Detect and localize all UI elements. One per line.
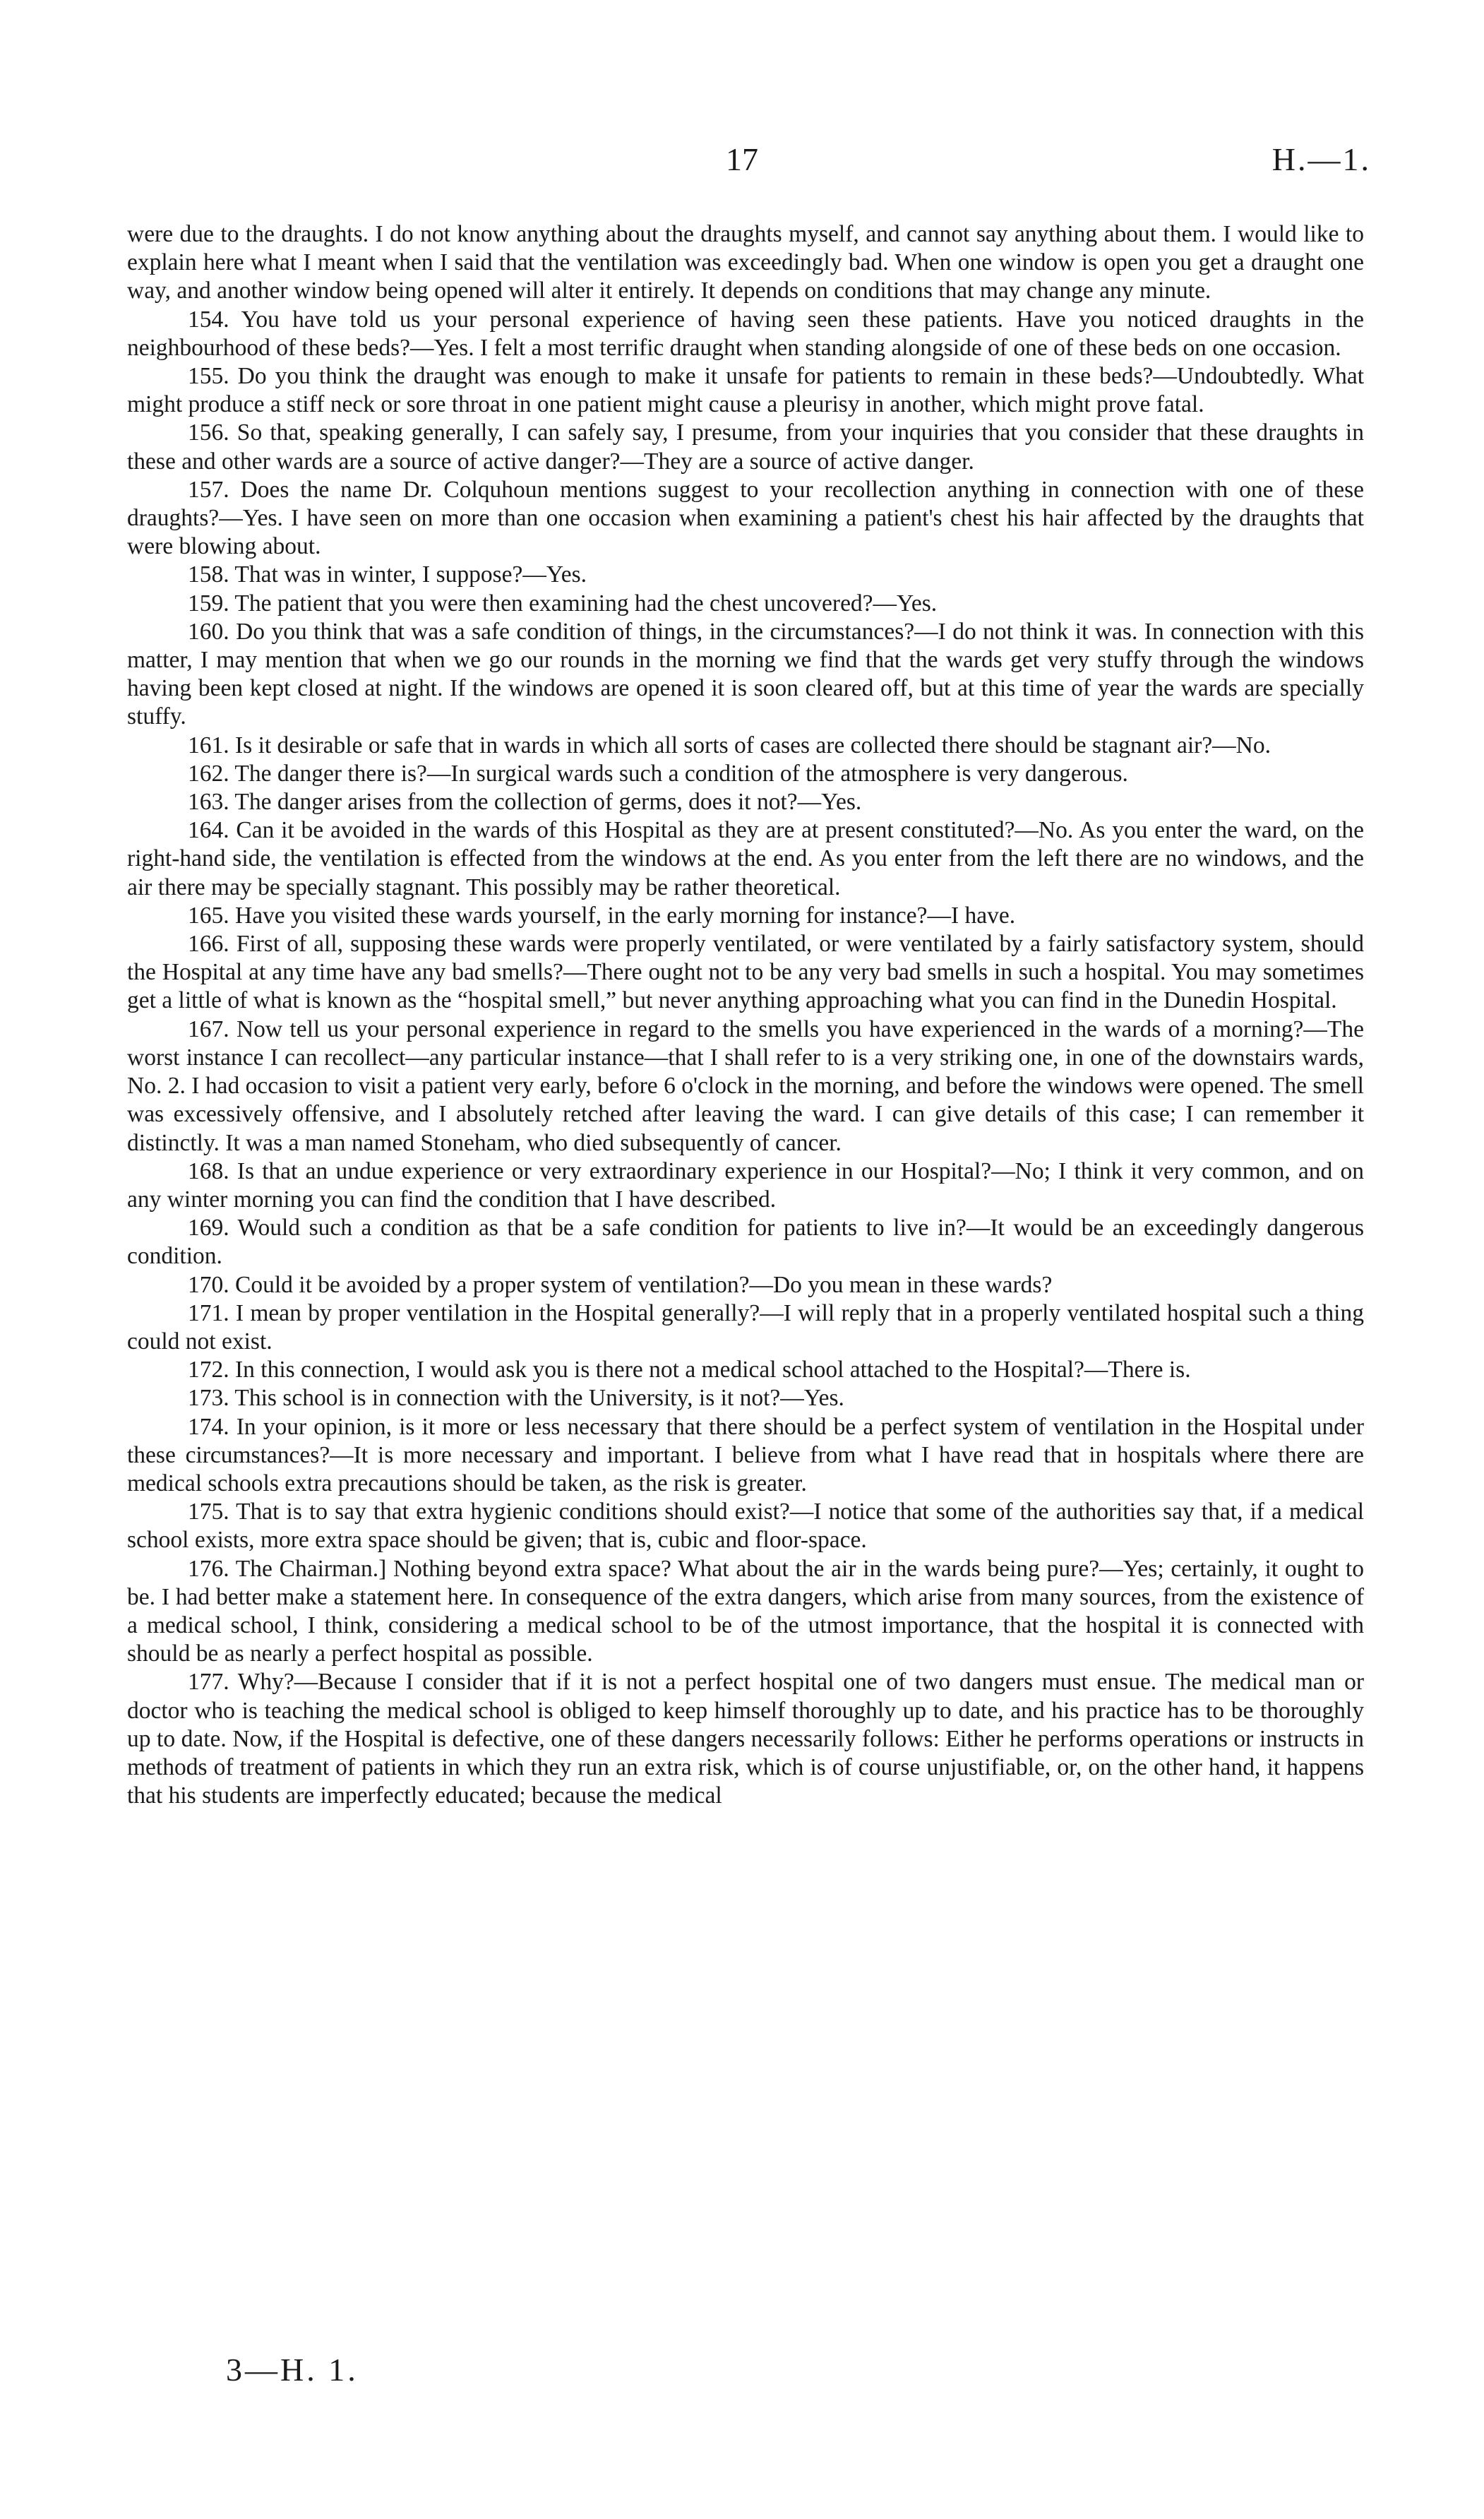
paragraph-156: 156. So that, speaking generally, I can safely say, I presume, from your inquiries that you consider that these draughts in these and other wards are a source of active danger?—They are a source of active danger. [127,419,1364,475]
paragraph-170: 170. Could it be avoided by a proper system of ventilation?—Do you mean in these wards? [188,1271,1053,1298]
page-number: 17 [726,141,758,177]
paragraph-168: 168. Is that an undue experience or very extraordinary experience in our Hospital?—No; I think it very common, and on any winter morning you can find the condition that I have described. [127,1157,1364,1213]
paragraph-169: 169. Would such a condition as that be a safe condition for patients to live in?—It would be an exceedingly dangerous condition. [127,1215,1364,1270]
document-reference: H.—1. [1271,141,1371,177]
paragraph-176: 176. The Chairman.] Nothing beyond extra space? What about the air in the wards being pure?—Yes; certainly, it ought to be. I had better make a statement here. In consequence of the extra dangers, which arise from many sources, from the existence of a medical school, I think, considering a medical school to be of the utmost importance, that the hospital it is connected with should be as nearly a perfect hospital as possible. [127,1555,1364,1667]
signature-mark: 3—H. 1. [226,2352,359,2388]
paragraph-161: 161. Is it desirable or safe that in wards in which all sorts of cases are collected there should be stagnant air?—No. [188,732,1271,758]
paragraph-173: 173. This school is in connection with the University, is it not?—Yes. [188,1385,844,1412]
paragraph-167: 167. Now tell us your personal experience in regard to the smells you have experienced in the wards of a morning?—The worst instance I can recollect—any particular instance—that I shall refer to is a very striking one, in one of the downstairs wards, No. 2. I had occasion to visit a patient very early, before 6 o'clock in the morning, and before the windows were opened. The smell was excessively offensive, and I absolutely retched after leaving the ward. I can give details of this case; I can remember it distinctly. It was a man named Stoneham, who died subsequently of cancer. [127,1016,1364,1156]
paragraph-177: 177. Why?—Because I consider that if it is not a perfect hospital one of two dangers must ensue. The medical man or doctor who is teaching the medical school is obliged to keep himself thoroughly up to date, and his practice has to be thoroughly up to date. Now, if the Hospital is defective, one of these dangers necessarily follows: Either he performs operations or instructs in methods of treatment of patients in which they run an extra risk, which is of course unjustifiable, or, on the other hand, it happens that his students are imperfectly educated; because the medical [127,1669,1364,1809]
paragraph-159: 159. The patient that you were then examining had the chest uncovered?—Yes. [188,590,938,617]
paragraph-172: 172. In this connection, I would ask you is there not a medical school attached to the Hospital?—There is. [188,1357,1191,1383]
paragraph-157: 157. Does the name Dr. Colquhoun mentions suggest to your recollection anything in connection with one of these draughts?—Yes. I have seen on more than one occasion when examining a patient's chest his hair affected by the draughts that were blowing about. [127,476,1364,560]
paragraph-164: 164. Can it be avoided in the wards of this Hospital as they are at present constituted?—No. As you enter the ward, on the right-hand side, the ventilation is effected from the windows at the end. As you enter from the left there are no windows, and the air there may be specially stagnant. This possibly may be rather theoretical. [127,817,1364,900]
body-text [127,220,1364,1810]
paragraph-154: 154. You have told us your personal experience of having seen these patients. Have you noticed draughts in the neighbourhood of these beds?—Yes. I felt a most terrific draught when standing alongside of one of these beds on one occasion. [127,306,1364,361]
paragraph-163: 163. The danger arises from the collection of germs, does it not?—Yes. [188,789,862,816]
paragraph-155: 155. Do you think the draught was enough to make it unsafe for patients to remain in these beds?—Undoubtedly. What might produce a stiff neck or sore throat in one patient might cause a pleurisy in another, which might prove fatal. [127,363,1364,418]
paragraph-165: 165. Have you visited these wards yourself, in the early morning for instance?—I have. [188,902,1016,929]
paragraph-171: 171. I mean by proper ventilation in the Hospital generally?—I will reply that in a properly ventilated hospital such a thing could not exist. [127,1299,1364,1354]
paragraph-174: 174. In your opinion, is it more or less necessary that there should be a perfect system of ventilation in the Hospital under these circumstances?—It is more necessary and important. I believe from what I have read that in hospitals where there are medical schools extra precautions should be taken, as the risk is greater. [127,1413,1364,1496]
paragraph-continuation: were due to the draughts. I do not know anything about the draughts myself, and cannot say anything about them. I would like to explain here what I meant when I said that the ventilation was exceedingly bad. When one window is open you get a draught one way, and another window being opened will alter it entirely. It depends on conditions that may change any minute. [127,221,1364,304]
paragraph-166: 166. First of all, supposing these wards were properly ventilated, or were ventilated by a fairly satisfactory system, should the Hospital at any time have any bad smells?—There ought not to be any very bad smells in such a hospital. You may sometimes get a little of what is known as the “hospital smell,” but never anything approaching what you can find in the Dunedin Hospital. [127,931,1364,1014]
paragraph-158: 158. That was in winter, I suppose?—Yes. [188,561,587,588]
paragraph-160: 160. Do you think that was a safe condition of things, in the circumstances?—I do not think it was. In connection with this matter, I may mention that when we go our rounds in the morning we find that the wards get very stuffy through the windows having been kept closed at night. If the windows are opened it is soon cleared off, but at this time of year the wards are specially stuffy. [127,618,1364,730]
paragraph-175: 175. That is to say that extra hygienic conditions should exist?—I notice that some of the authorities say that, if a medical school exists, more extra space should be given; that is, cubic and floor-space. [127,1499,1364,1554]
paragraph-162: 162. The danger there is?—In surgical wards such a condition of the atmosphere is very dangerous. [188,760,1128,787]
